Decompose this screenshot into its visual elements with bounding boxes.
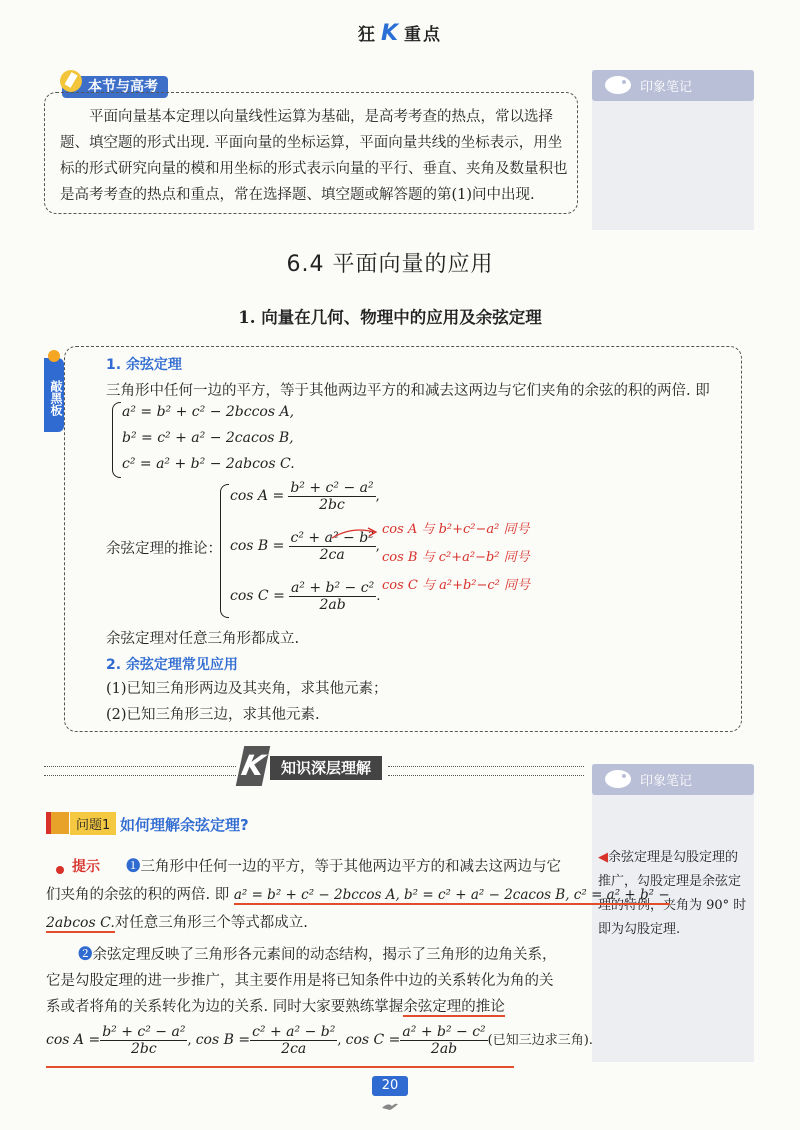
point-2-line-2: 它是勾股定理的进一步推广，其主要作用是将已知条件中边的关系转化为角的关 [46, 973, 554, 989]
point-2-line-1: ❷余弦定理反映了三角形各元素间的动态结构，揭示了三角形的边角关系， [78, 947, 557, 963]
corollary-a: cos A = $\frac{\text{b² + c² − a²}}{2bc}$ , [230, 480, 380, 513]
bird-icon [380, 1100, 400, 1112]
running-header: 狂 K 重点 [357, 21, 443, 46]
corollary-formulas: cos A = $\frac{\text{b² + c² − a²}}{2bc}$ , cos B = $\frac{\text{c² + a² − b²}}{2ca}$ , cos C = $\frac{\text{a² + b² − c²}}{2ab}$ (已知三边求三角). [46, 1024, 593, 1057]
application-1: (1)已知三角形两边及其夹角，求其他元素； [106, 681, 388, 697]
corollary-label: 余弦定理的推论： [106, 541, 222, 557]
formula-underline [46, 1066, 514, 1068]
annotation-1: cos A 与 b²+c²−a² 同号 [382, 522, 530, 537]
question-title: 如何理解余弦定理? [120, 816, 249, 834]
equation-brace [112, 402, 121, 478]
application-2: (2)已知三角形三边，求其他元素. [106, 707, 320, 723]
application-heading: 2. 余弦定理常见应用 [106, 657, 238, 673]
hint-label: 提示 [72, 859, 100, 875]
question-icon [46, 812, 69, 834]
intro-text: 平面向量基本定理以向量线性运算为基础，是高考考查的热点，常以选择题、填空题的形式出现. 平面向量的坐标运算，平面向量共线的坐标表示，用坐标的形式研究向量的模和用坐标的形式表示向量的平行、垂直、夹角及数量积也是高考考查的热点和重点，常在选择题、填空题或解答题的第(1)问中出现. [60, 109, 568, 203]
corollary-c: cos C = $\frac{\text{a² + b² − c²}}{2ab}$ . [230, 580, 381, 613]
equation-2: b² = c² + a² − 2cacos B, [122, 430, 294, 446]
theorem-text: 三角形中任何一边的平方，等于其他两边平方的和减去这两边与它们夹角的余弦的积的两倍. 即 [106, 383, 710, 399]
point-2-line-3: 系或者将角的关系转化为边的关系. 同时大家要熟练掌握余弦定理的推论 [46, 999, 505, 1015]
point-1-line-2: 们夹角的余弦的积的两倍. 即 a² = b² + c² − 2bccos A, b² = c² + a² − 2cacos B, c² = a² + b² − [46, 887, 670, 903]
point-1-line-3: 2abcos C.对任意三角形三个等式都成立. [46, 915, 308, 931]
hint-dot [56, 866, 64, 874]
theorem-note: 余弦定理对任意三角形都成立. [106, 631, 300, 647]
corollary-b: cos B = $\frac{\text{c² + a² − b²}}{2ca}$ , [230, 530, 380, 563]
note-header-bottom: 印象笔记 [592, 764, 754, 795]
side-note: ◀余弦定理是勾股定理的推广，勾股定理是余弦定理的特例，夹角为 90° 时即为勾股定理. [598, 850, 747, 937]
equation-1: a² = b² + c² − 2bccos A, [122, 404, 295, 420]
intro-tag: 本节与高考 [62, 76, 168, 96]
banner-rule-right [388, 766, 584, 776]
point-1-line-1: ❶三角形中任何一边的平方，等于其他两边平方的和减去这两边与它 [126, 859, 561, 875]
corollary-brace [220, 484, 229, 618]
theorem-heading: 1. 余弦定理 [106, 357, 182, 373]
elephant-icon [602, 764, 636, 790]
subsection-title: 1. 向量在几何、物理中的应用及余弦定理 [238, 308, 542, 327]
section-title: 6.4 平面向量的应用 [286, 252, 494, 277]
question-label: 问题1 [70, 812, 116, 835]
banner-title: 知识深层理解 [270, 756, 382, 780]
annotation-2: cos B 与 c²+a²−b² 同号 [382, 550, 530, 565]
side-tab-dot [48, 350, 60, 362]
equation-3: c² = a² + b² − 2abcos C. [122, 456, 295, 472]
banner-k-icon: K [236, 746, 271, 786]
annotation-3: cos C 与 a²+b²−c² 同号 [382, 578, 531, 593]
note-header-top: 印象笔记 [592, 70, 754, 101]
banner-rule-left [44, 766, 236, 776]
page-number: 20 [372, 1076, 408, 1096]
annotation-arrow [330, 524, 380, 544]
elephant-icon [602, 70, 636, 96]
side-tab: 敲黑板 [44, 358, 64, 432]
pencil-icon [58, 68, 84, 94]
